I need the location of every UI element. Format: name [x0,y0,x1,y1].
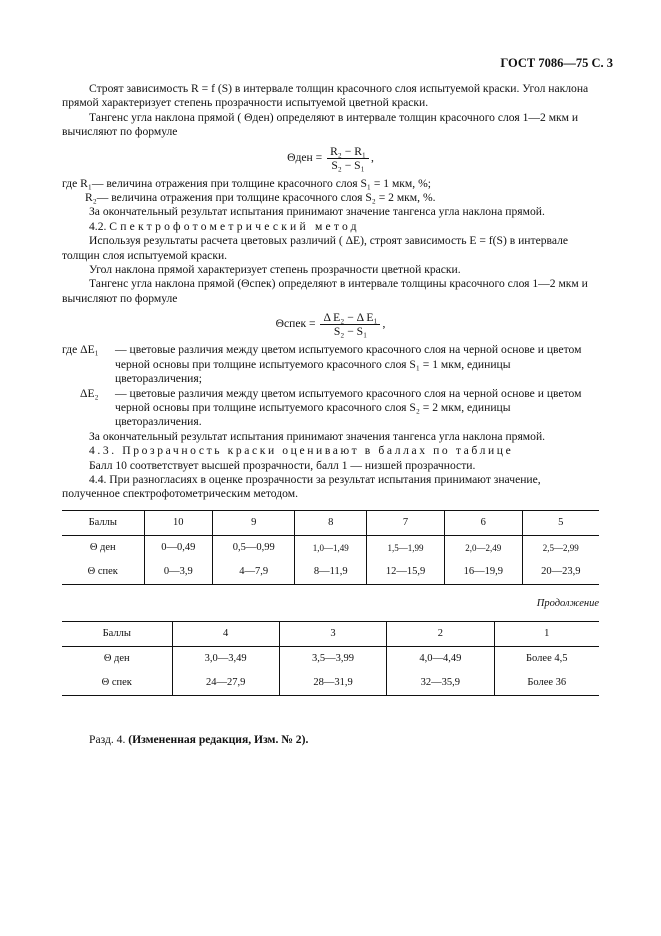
fraction [327,145,369,172]
transparency-table-continued [62,621,599,696]
table-header-cell: 9 [213,510,295,535]
table-cell: 0—0,49 [144,535,213,560]
table-cell: 4—7,9 [213,560,295,585]
table-cell: 28—31,9 [279,671,386,696]
table-cell: 1,5—1,99 [367,535,445,560]
table-row [62,671,599,696]
where-text: — цветовые различия между цветом испытуемого красочного слоя на черной основе и цветом черной основы при толщине испытуемого красочного слоя S₁ = 1 мкм, единицы цветоразличения; [115,343,582,386]
where-label: R₂ [85,191,97,205]
table-header-row [62,622,599,647]
table-cell: 2,5—2,99 [522,535,599,560]
table-cell: Θ ден [89,541,116,553]
where-label: где R₁ [62,176,92,190]
table-cell: Более 4,5 [494,647,599,672]
table-header-cell: 7 [367,510,445,535]
table-cell: 1,0—1,49 [295,535,367,560]
paragraph-9: Балл 10 соответствует высшей прозрачности, балл 1 — низшей прозрачности. [89,458,476,472]
where-text: — величина отражения при толщине красочного слоя S₂ = 2 мкм, %. [96,191,436,205]
where-r2 [62,191,599,205]
where-text: — величина отражения при толщине красочного слоя S₁ = 1 мкм, %; [91,176,431,190]
section-number: 4.2. [89,219,107,233]
note-bold: (Измененная редакция, Изм. № 2). [128,733,309,747]
note-prefix: Разд. 4. [89,733,129,747]
paragraph-4-3: 4.3. Прозрачность краски оценивают в баллах по таблице [89,444,514,458]
paragraph-3: За окончательный результат испытания принимают значение тангенса угла наклона прямой. [89,205,545,219]
paragraph-6: Тангенс угла наклона прямой (Θспек) определяют в интервале толщины красочного слоя 1—2 мкм и вычисляют по формуле [62,277,588,305]
where-de1 [62,343,599,386]
page-header: ГОСТ 7086—75 С. 3 [500,56,613,70]
table-cell: 3,0—3,49 [172,647,279,672]
where-label: где ΔE₁ [62,343,99,357]
table-header-cell: Баллы [62,510,144,535]
denominator: S₂ − S₁ [331,158,365,172]
where-label: ΔE₂ [80,386,99,400]
table-header-cell: 6 [444,510,522,535]
table-cell: 12—15,9 [367,560,445,585]
table-header-cell: 8 [295,510,367,535]
table-header-cell: 5 [522,510,599,535]
fraction [320,311,380,338]
table-row [62,647,599,672]
table-header-cell: 10 [144,510,213,535]
paragraph-1: Строят зависимость R = f (S) в интервале толщин красочного слоя испытуемой краски. Угол наклона прямой характеризует степень прозрачности испытуемой цветной краски. [62,82,589,110]
formula-lhs: Θден = [287,150,323,164]
formula-theta-den [62,145,599,172]
table-cell: 0—3,9 [144,560,213,585]
table-cell: 4,0—4,49 [387,647,494,672]
table-cell: 2,0—2,49 [444,535,522,560]
transparency-table [62,510,599,585]
table-cell: 32—35,9 [387,671,494,696]
table-cell: Θ ден [103,652,130,664]
numerator: Δ E₂ − Δ E₁ [320,311,380,325]
section-title: Спектрофотометрический метод [109,219,360,233]
paragraph-7: За окончательный результат испытания принимают значения тангенса угла наклона прямой. [89,429,546,443]
table-header-cell: 2 [387,622,494,647]
formula-tail: , [382,317,386,331]
table-cell: 24—27,9 [172,671,279,696]
formula-tail: , [370,150,374,164]
table-cell: 16—19,9 [444,560,522,585]
numerator: R₂ − R₁ [327,145,369,159]
table-cell: 8—11,9 [295,560,367,585]
where-text: — цветовые различия между цветом испытуемого красочного слоя на черной основе и цветом черной основы при толщине испытуемого красочного слоя S₂ = 2 мкм, единицы цветоразличения. [115,386,582,429]
table-cell: Более 36 [494,671,599,696]
section-4-2-heading [62,220,599,234]
table-header-row [62,510,599,535]
table-cell: Θ спек [62,560,144,585]
formula-lhs: Θспек = [275,317,316,331]
paragraph-4: Используя результаты расчета цветовых различий ( ΔE), строят зависимость E = f(S) в интервале толщин слоя испытуемой краски. [62,234,569,262]
table-header-cell: 1 [494,622,599,647]
paragraph-2: Тангенс угла наклона прямой ( Θден) определяют в интервале толщин красочного слоя 1—2 мкм и вычисляют по формуле [62,110,579,139]
continuation-label: Продолжение [536,597,599,609]
paragraph-5: Угол наклона прямой характеризует степень прозрачности цветной краски. [89,263,461,277]
where-r1 [62,177,599,191]
table-cell: Θ спек [62,671,172,696]
amendment-note [62,733,599,747]
table-cell: 3,5—3,99 [279,647,386,672]
document-body [62,82,599,748]
table-header-cell: 4 [172,622,279,647]
table-header-cell: Баллы [62,622,172,647]
table-row [62,535,599,560]
paragraph-4-4: 4.4. При разногласиях в оценке прозрачности за результат испытания принимают значение, полученное спектрофотометрическим методом. [62,472,541,501]
where-de2 [62,387,599,430]
table-cell: 0,5—0,99 [213,535,295,560]
table-header-cell: 3 [279,622,386,647]
table-cell: 20—23,9 [522,560,599,585]
formula-theta-spek [62,311,599,338]
denominator: S₂ − S₁ [333,325,368,339]
table-row [62,560,599,585]
